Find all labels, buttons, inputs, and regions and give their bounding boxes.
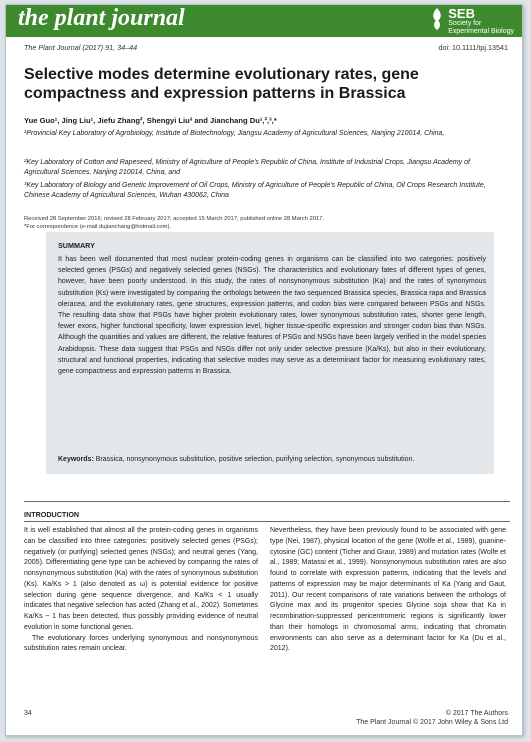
society-logo [430,7,514,35]
received-dates: Received 28 September 2016; revised 28 February 2017; accepted 15 March 2017; published online 28 March 2017. [24,216,325,222]
intro-column-right [270,526,506,655]
citation-row [24,43,508,52]
section-divider-bottom [24,521,510,522]
journal-name: the plant journal [18,5,185,31]
affiliation-2: ²Key Laboratory of Cotton and Rapeseed, Ministry of Agriculture of People's Republic of China, Institute of Industrial Crops, Jiangsu Academy of Agricultural Sciences, Nanjing 210014, China, and [24,159,470,176]
journal-citation: The Plant Journal (2017) 91, 34–44 [24,43,138,52]
seb-name-line2: Experimental Biology [448,28,514,35]
summary-text: It has been well documented that most nuclear protein-coding genes in organisms can be classified into two categories: positively selected genes (PSGs) and negatively selected genes (NSGs). The characteristics and evolutionary fates of different types of genes, however, have been poorly understood. In this study, the rates of nonsynonymous substitution (Ka) and the rates of synonymous substitution (Ks) were investigated by comparing the orthologs between the two sequenced Brassica species, Brassica rapa and Brassica oleracea, and the evolutionary rates, gene structures, expression patterns, and codon bias were compared between PSGs and NSGs. The resulting data show that PSGs have higher protein evolutionary rates, lower synonymous substitution rates, shorter gene length, fewer exons, higher functional specificity, lower expression level, higher tissue-specific expression and stronger codon bias than NSGs. Although the quantities and values are different, the relative features of PSGs and NSGs have been largely verified in the model species Arabidopsis. These data suggest that PSGs and NSGs differ not only under selective pressure (Ka/Ks), but also in their evolutionary, structural and functional properties, indicating that selective modes may serve as a determinant factor for measuring evolutionary rates, gene compactness and expression patterns in Brassica. [58,256,486,376]
affiliation-3: ³Key Laboratory of Biology and Genetic Improvement of Oil Crops, Ministry of Agriculture of People's Republic of China, Oil Crops Research Institute, Chinese Academy of Agricultural Sciences, Wuhan 430062, China [24,182,486,199]
affiliation-1: ¹Provincial Key Laboratory of Agrobiology, Institute of Biotechnology, Jiangsu Academy of Agricultural Sciences, Nanjing 210014, China, [24,130,445,137]
intro-paragraph-1: It is well established that almost all the protein-coding genes in organisms can be classified into three categories: positively selected genes (PSGs); negatively (or purifying) selected genes (NSGs); and neutral genes (Yang, 2005). Differentiating gene type can be achieved by comparing the rates of nonsynonymous substitution (Ka) with the rates of synonymous substitution (Ks). Ka/Ks > 1 (also denoted as ω) is potential evidence for positive selection during gene sequence divergence, and Ka/Ks < 1 usually indicates that negative selection has acted (Zhang et al., 2002). Sometimes Ka/Ks ~ 1 has been detected, thus possibly providing evidence of neutral evolution in some functional genes. [24,527,258,631]
keywords [58,454,486,465]
correspondence: *For correspondence (e-mail dujianchang@hotmail.com). [24,224,172,230]
journal-header-band [6,5,522,37]
article-title: Selective modes determine evolutionary rates, gene compactness and expression patterns in Brassica [24,66,419,102]
summary-box [46,232,494,474]
article-history [24,215,508,231]
intro-paragraph-2: The evolutionary forces underlying synonymous and nonsynonymous substitution rates remain unclear. [24,634,258,653]
page-footer [24,709,508,726]
keywords-list: Brassica, nonsynonymous substitution, positive selection, purifying selection, synonymous substitution. [95,456,415,463]
intro-paragraph-3: Nevertheless, they have been previously found to be associated with gene type (Nei, 1987), physical location of the gene (Wolfe et al., 1989), guanine-cytosine (GC) content (Ticher and Graur, 1989) and mutation rates (Wolfe et al., 1989; Matassi et al., 1999). Nonsynonymous substitution rates are also found to correlate with expression patterns, indicating that the levels and patterns of expression may be major determinants of Ka (Yang and Gaut, 2011). Our recent comparisons of rate variations between the orthologs of Glycine max and its progenitor species Glycine soja show that Ka in recombination-suppressed pericentromeric regions is significantly lower than their homologs in chromosomal arms, indicating that chromatin environments can also serve as a determinant factor for Ka (Du et al., 2012). [270,527,506,653]
section-divider-top [24,501,510,502]
intro-column-left [24,526,258,655]
seb-acronym: SEB [448,6,475,21]
article-page [5,4,523,736]
copyright-publisher: The Plant Journal © 2017 John Wiley & Sons Ltd [356,719,508,726]
seb-name-line1: Society for [448,20,482,27]
copyright-authors: © 2017 The Authors [445,710,508,717]
author-list: Yue Guo¹, Jing Liu¹, Jiefu Zhang², Shengyi Liu³ and Jianchang Du¹,²,³,* [24,116,277,125]
introduction-heading: INTRODUCTION [24,510,80,519]
page-number: 34 [24,710,32,717]
doi[interactable]: doi: 10.1111/tpj.13541 [438,43,508,52]
seb-leaf-icon [430,7,444,31]
keywords-label: Keywords: [58,456,94,463]
summary-heading: SUMMARY [58,241,95,250]
